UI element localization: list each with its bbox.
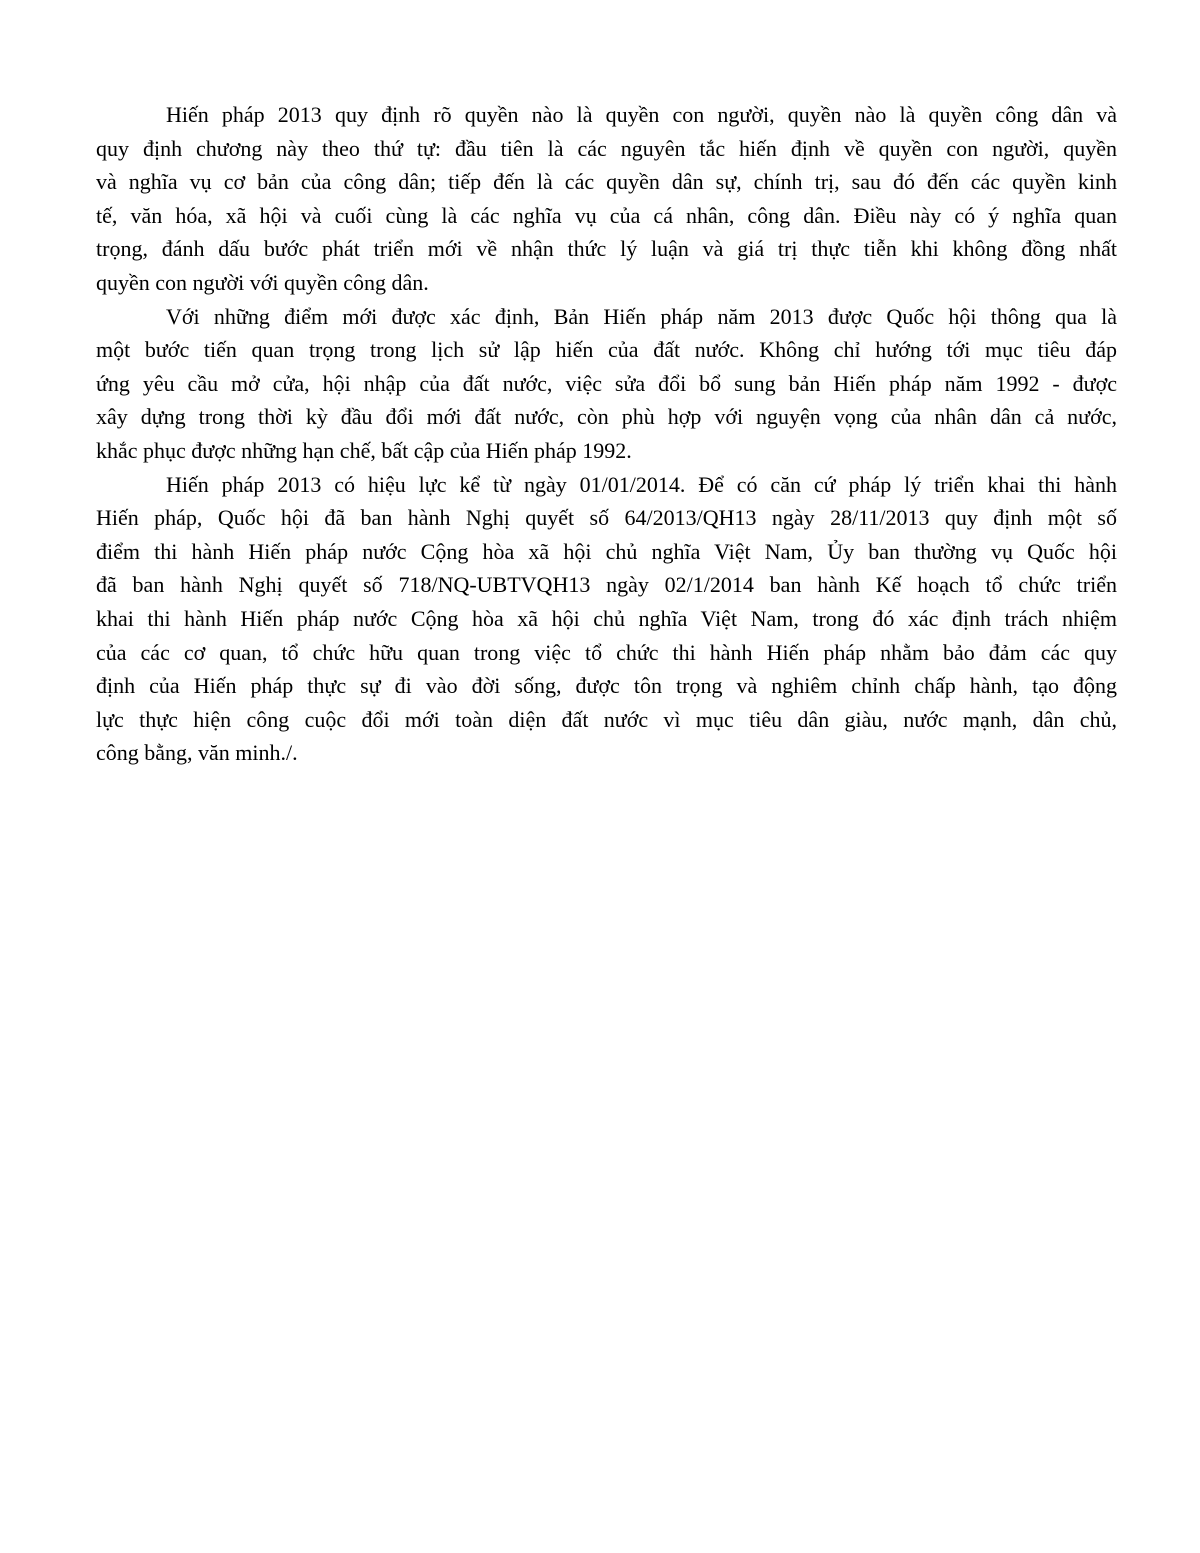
text-line: lực thực hiện công cuộc đổi mới toàn diện đất nước vì mục tiêu dân giàu, nước mạnh, dân chủ, (96, 706, 1117, 732)
text-line: đã ban hành Nghị quyết số 718/NQ-UBTVQH13 ngày 02/1/2014 ban hành Kế hoạch tổ chức triển (96, 572, 1117, 598)
text-line: quy định chương này theo thứ tự: đầu tiên là các nguyên tắc hiến định về quyền con người, quyền (96, 135, 1117, 161)
text-line: công bằng, văn minh./. (96, 740, 298, 766)
text-line: Hiến pháp, Quốc hội đã ban hành Nghị quyết số 64/2013/QH13 ngày 28/11/2013 quy định một số (96, 505, 1117, 531)
text-line: ứng yêu cầu mở cửa, hội nhập của đất nước, việc sửa đổi bổ sung bản Hiến pháp năm 1992 - được (96, 370, 1117, 396)
text-line: Hiến pháp 2013 có hiệu lực kể từ ngày 01/01/2014. Để có căn cứ pháp lý triển khai thi hành (166, 471, 1117, 497)
text-line: tế, văn hóa, xã hội và cuối cùng là các nghĩa vụ của cá nhân, công dân. Điều này có ý nghĩa quan (96, 202, 1117, 228)
text-line: định của Hiến pháp thực sự đi vào đời sống, được tôn trọng và nghiêm chỉnh chấp hành, tạo động (96, 673, 1117, 699)
text-line: điểm thi hành Hiến pháp nước Cộng hòa xã hội chủ nghĩa Việt Nam, Ủy ban thường vụ Quốc hội (96, 538, 1117, 564)
text-line: quyền con người với quyền công dân. (96, 269, 429, 295)
text-line: xây dựng trong thời kỳ đầu đổi mới đất nước, còn phù hợp với nguyện vọng của nhân dân cả nước, (96, 404, 1117, 430)
text-line: Với những điểm mới được xác định, Bản Hiến pháp năm 2013 được Quốc hội thông qua là (166, 303, 1117, 329)
paragraph-2 (96, 300, 1117, 468)
text-line: trọng, đánh dấu bước phát triển mới về nhận thức lý luận và giá trị thực tiễn khi không đồng nhất (96, 236, 1117, 262)
text-line: khai thi hành Hiến pháp nước Cộng hòa xã hội chủ nghĩa Việt Nam, trong đó xác định trách nhiệm (96, 605, 1117, 631)
text-line: Hiến pháp 2013 quy định rõ quyền nào là quyền con người, quyền nào là quyền công dân và (166, 102, 1117, 127)
text-line: và nghĩa vụ cơ bản của công dân; tiếp đến là các quyền dân sự, chính trị, sau đó đến các quyền kinh (96, 169, 1117, 195)
document-page (96, 98, 1117, 770)
paragraph-1 (96, 98, 1117, 300)
text-line: một bước tiến quan trọng trong lịch sử lập hiến của đất nước. Không chỉ hướng tới mục tiêu đáp (96, 337, 1117, 363)
paragraph-3 (96, 468, 1117, 770)
text-line: của các cơ quan, tổ chức hữu quan trong việc tổ chức thi hành Hiến pháp nhằm bảo đảm các quy (96, 639, 1117, 665)
text-line: khắc phục được những hạn chế, bất cập của Hiến pháp 1992. (96, 437, 632, 463)
